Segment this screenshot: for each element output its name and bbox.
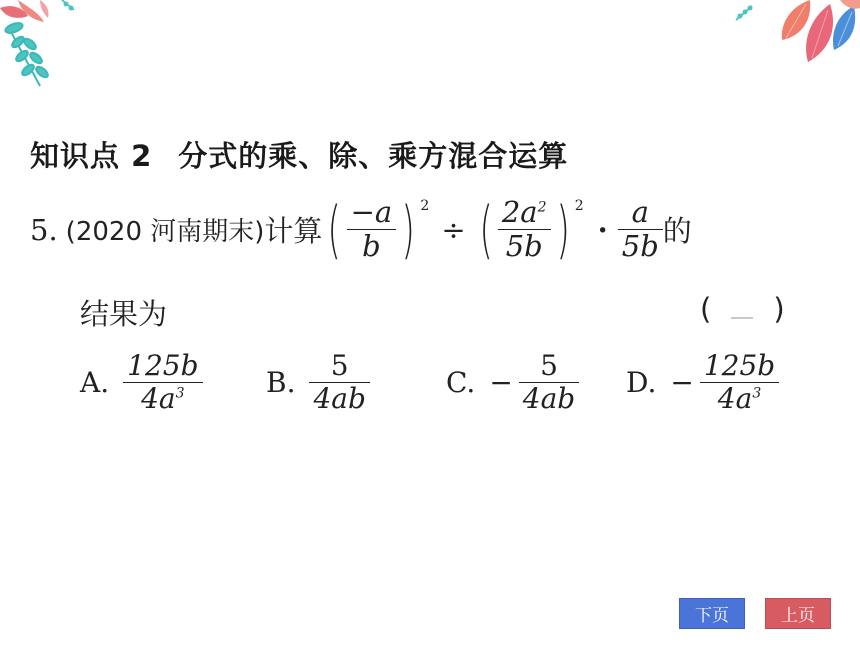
answer-paren-left: ( [700,292,712,326]
option-a[interactable] [80,350,203,415]
option-a-denominator: $4a^3$ [141,382,185,416]
option-d-fraction [700,350,779,415]
question-number: 5. [30,212,58,247]
option-c-fraction [519,350,579,415]
option-c-label: C. [446,366,476,400]
option-b-label: B. [266,366,296,400]
question-suffix: 的 [662,214,692,249]
question-line-1 [30,192,692,266]
section-title: 分式的乘、除、乘方混合运算 [178,139,569,173]
right-paren-2: ) [555,192,570,266]
next-page-button[interactable]: 下页 [679,598,745,629]
fraction-term-3 [618,196,663,264]
term2-power: 2 [574,198,584,214]
option-a-label: A. [80,366,110,400]
option-b[interactable] [266,350,370,415]
option-d-numerator: 125b [703,349,776,382]
answer-paren-right: ) [773,292,785,326]
term3-denominator: 5b [621,229,659,264]
option-b-fraction [309,350,369,415]
option-c-denominator: 4ab [522,382,576,416]
option-d[interactable] [626,350,779,415]
question-line-2 [80,292,167,333]
fraction-term-2 [498,196,551,264]
option-a-numerator: 125b [127,349,199,382]
question-source: (2020 河南期末) [65,217,265,248]
term2-denominator: 5b [505,229,543,264]
section-heading [30,134,568,175]
option-a-fraction [123,350,202,415]
term1-numerator: −a [350,195,393,229]
option-c-numerator: 5 [540,349,558,382]
divide-operator: ÷ [441,212,466,247]
term2-numerator: $2a^2$ [501,195,547,229]
option-d-sign: − [670,366,694,400]
section-label: 知识点 2 [30,139,153,173]
answer-blank[interactable] [731,303,753,319]
left-paren-2: ( [479,192,493,266]
answer-bracket [700,292,785,326]
leaf-decoration-top-left [0,0,90,95]
option-c[interactable] [446,350,579,415]
multiply-operator: · [597,212,608,247]
left-paren-1: ( [327,192,342,266]
question-result-text: 结果为 [80,297,168,331]
leaf-decoration-top-right [730,0,860,70]
previous-page-button[interactable]: 上页 [765,598,831,629]
right-paren-1: ) [401,192,415,266]
option-b-numerator: 5 [330,349,349,382]
term1-power: 2 [420,198,430,214]
term3-numerator: a [631,195,649,229]
question-prefix: 计算 [264,214,323,249]
fraction-term-1 [347,196,397,264]
option-b-denominator: 4ab [313,382,366,416]
option-d-label: D. [626,366,657,400]
option-c-sign: − [489,366,513,400]
option-d-denominator: $4a^3$ [717,382,762,416]
term1-denominator: b [362,229,381,264]
